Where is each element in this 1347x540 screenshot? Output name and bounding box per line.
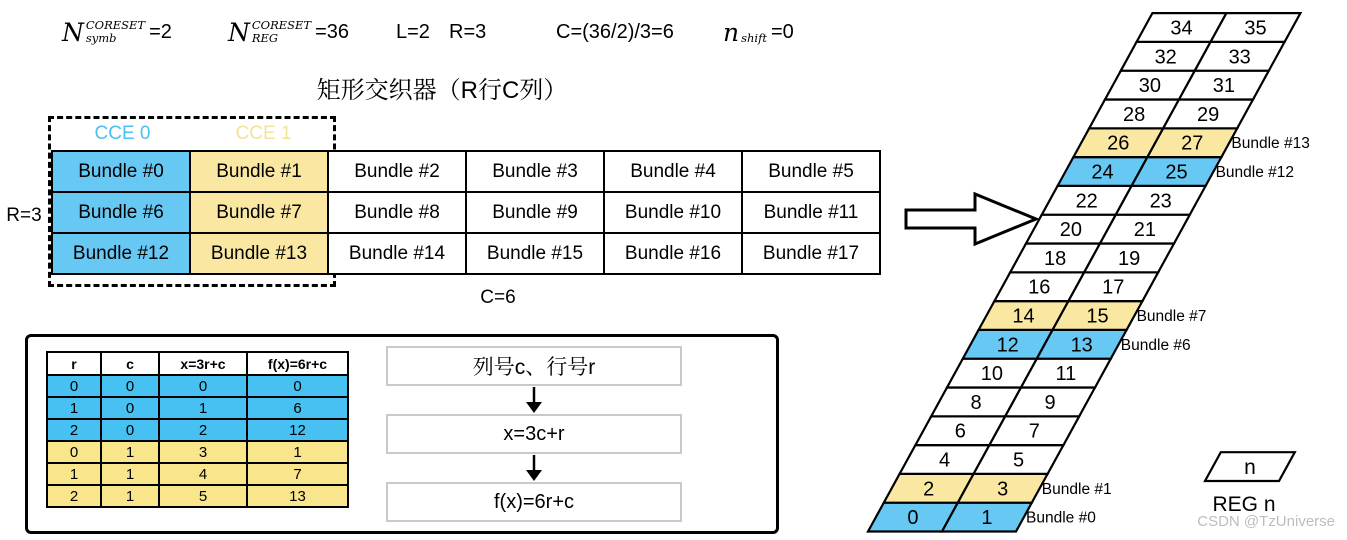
rc-mapping-table bbox=[46, 351, 349, 508]
reg-number: 24 bbox=[1091, 161, 1114, 184]
reg-number: 12 bbox=[996, 334, 1019, 357]
watermark-text: CSDN @TzUniverse bbox=[1197, 513, 1335, 530]
down-arrow-icon bbox=[522, 455, 546, 481]
bundle-label: Bundle #0 bbox=[1026, 509, 1096, 527]
formula-n-reg-coreset bbox=[228, 14, 349, 50]
mapping-value-cell: 1 bbox=[101, 441, 159, 463]
reg-number: 27 bbox=[1181, 132, 1204, 155]
mapping-header-cell: f(x)=6r+c bbox=[247, 352, 348, 375]
mapping-value-cell: 2 bbox=[47, 419, 101, 441]
flow-step-3: f(x)=6r+c bbox=[386, 482, 682, 522]
formula-C bbox=[556, 14, 674, 50]
formula-part: N bbox=[62, 17, 84, 47]
mapping-value-cell: 5 bbox=[159, 485, 247, 507]
reg-number: 28 bbox=[1122, 103, 1146, 126]
bundle-cell: Bundle #4 bbox=[604, 151, 742, 192]
bundle-cell: Bundle #15 bbox=[466, 233, 604, 274]
formula-part: =2 bbox=[149, 20, 172, 43]
mapping-value-cell: 1 bbox=[101, 485, 159, 507]
reg-number: 29 bbox=[1196, 103, 1220, 126]
reg-number: 25 bbox=[1165, 161, 1188, 184]
mapping-header-cell: r bbox=[47, 352, 101, 375]
reg-number: 22 bbox=[1075, 190, 1098, 213]
reg-number: 11 bbox=[1055, 363, 1077, 386]
formula-n-symb-coreset bbox=[62, 14, 172, 50]
bundle-cell: Bundle #0 bbox=[52, 151, 190, 192]
reg-number: 31 bbox=[1212, 75, 1236, 98]
bundle-cell: Bundle #17 bbox=[742, 233, 880, 274]
reg-number: 35 bbox=[1244, 17, 1267, 40]
bundle-cell: Bundle #6 bbox=[52, 192, 190, 233]
down-arrow-icon bbox=[522, 387, 546, 413]
bundle-cell: Bundle #8 bbox=[328, 192, 466, 233]
row-count-label: R=3 bbox=[6, 205, 42, 226]
reg-number: 0 bbox=[907, 507, 919, 530]
flow-step-2: x=3c+r bbox=[386, 414, 682, 454]
formula-part: n bbox=[723, 17, 740, 47]
interleaver-matrix-table bbox=[51, 150, 881, 275]
reg-number: 1 bbox=[981, 507, 993, 530]
mapping-value-cell: 2 bbox=[159, 419, 247, 441]
mapping-value-cell: 7 bbox=[247, 463, 348, 485]
formula-text: L=2 bbox=[396, 20, 430, 43]
reg-number: 32 bbox=[1154, 46, 1177, 69]
bundle-label: Bundle #6 bbox=[1120, 336, 1191, 354]
reg-slanted-grid bbox=[848, 0, 1347, 540]
reg-number: 21 bbox=[1133, 219, 1157, 242]
reg-number: 14 bbox=[1012, 305, 1035, 328]
reg-number: 7 bbox=[1028, 420, 1040, 443]
cce1-label: CCE 1 bbox=[235, 123, 292, 144]
bundle-label: Bundle #13 bbox=[1231, 135, 1310, 153]
mapping-value-cell: 0 bbox=[47, 441, 101, 463]
reg-number: 34 bbox=[1170, 17, 1193, 40]
mapping-value-cell: 1 bbox=[247, 441, 348, 463]
formula-text: C=(36/2)/3=6 bbox=[556, 20, 674, 43]
formula-text: R=3 bbox=[449, 20, 487, 43]
formula-part: shift bbox=[741, 31, 767, 45]
mapping-header-cell: c bbox=[101, 352, 159, 375]
flow-step-1: 列号c、行号r bbox=[386, 346, 682, 386]
mapping-value-cell: 2 bbox=[47, 485, 101, 507]
reg-number: 19 bbox=[1117, 247, 1141, 270]
reg-number: 17 bbox=[1102, 276, 1125, 299]
bundle-cell: Bundle #3 bbox=[466, 151, 604, 192]
mapping-value-cell: 13 bbox=[247, 485, 348, 507]
bundle-cell: Bundle #12 bbox=[52, 233, 190, 274]
mapping-value-cell: 1 bbox=[47, 463, 101, 485]
mapping-value-cell: 6 bbox=[247, 397, 348, 419]
reg-number: 2 bbox=[923, 478, 935, 501]
reg-number: 33 bbox=[1228, 46, 1251, 69]
mapping-value-cell: 1 bbox=[47, 397, 101, 419]
mapping-value-cell: 12 bbox=[247, 419, 348, 441]
mapping-value-cell: 0 bbox=[101, 419, 159, 441]
page-title: 矩形交织器（R行C列） bbox=[316, 77, 568, 104]
reg-number: 5 bbox=[1012, 449, 1025, 472]
bundle-cell: Bundle #1 bbox=[190, 151, 328, 192]
bundle-label: Bundle #7 bbox=[1136, 308, 1207, 325]
bundle-cell: Bundle #2 bbox=[328, 151, 466, 192]
formula-R bbox=[449, 14, 486, 50]
formula-part: N bbox=[228, 17, 250, 47]
legend-cell-label: n bbox=[1244, 456, 1256, 479]
mapping-value-cell: 4 bbox=[159, 463, 247, 485]
reg-number: 10 bbox=[980, 363, 1004, 386]
legend-caption: REG n bbox=[1212, 493, 1276, 516]
reg-number: 13 bbox=[1070, 334, 1093, 357]
reg-number: 18 bbox=[1043, 247, 1067, 270]
bundle-cell: Bundle #9 bbox=[466, 192, 604, 233]
mapping-value-cell: 0 bbox=[101, 375, 159, 397]
bundle-cell: Bundle #13 bbox=[190, 233, 328, 274]
formula-part: =0 bbox=[770, 20, 794, 43]
mapping-value-cell: 1 bbox=[159, 397, 247, 419]
mapping-value-cell: 1 bbox=[101, 463, 159, 485]
bundle-cell: Bundle #10 bbox=[604, 192, 742, 233]
mapping-value-cell: 0 bbox=[101, 397, 159, 419]
bundle-cell: Bundle #16 bbox=[604, 233, 742, 274]
bundle-cell: Bundle #7 bbox=[190, 192, 328, 233]
bundle-cell: Bundle #5 bbox=[742, 151, 880, 192]
reg-number: 23 bbox=[1149, 190, 1172, 213]
mapping-value-cell: 0 bbox=[47, 375, 101, 397]
column-count-label: C=6 bbox=[480, 287, 516, 308]
reg-number: 4 bbox=[938, 449, 951, 472]
bundle-label: Bundle #1 bbox=[1041, 480, 1112, 498]
bundle-cell: Bundle #14 bbox=[328, 233, 466, 274]
formula-part: CORESET symb bbox=[85, 17, 146, 45]
formula-part: =36 bbox=[315, 20, 350, 43]
bundle-label: Bundle #12 bbox=[1215, 164, 1295, 181]
formula-part: CORESET REG bbox=[251, 17, 312, 45]
mapping-header-cell: x=3r+c bbox=[159, 352, 247, 375]
cce0-label: CCE 0 bbox=[94, 123, 151, 144]
reg-number: 26 bbox=[1107, 132, 1130, 155]
reg-number: 30 bbox=[1138, 75, 1162, 98]
mapping-value-cell: 0 bbox=[159, 375, 247, 397]
reg-number: 3 bbox=[997, 478, 1009, 501]
reg-number: 16 bbox=[1028, 276, 1051, 299]
formula-L bbox=[396, 14, 430, 50]
reg-number: 20 bbox=[1059, 219, 1083, 242]
formula-n-shift bbox=[723, 14, 794, 50]
reg-number: 8 bbox=[970, 391, 982, 414]
bundle-cell: Bundle #11 bbox=[742, 192, 880, 233]
reg-number: 15 bbox=[1086, 305, 1109, 328]
reg-number: 9 bbox=[1044, 391, 1056, 414]
mapping-value-cell: 0 bbox=[247, 375, 348, 397]
mapping-value-cell: 3 bbox=[159, 441, 247, 463]
reg-number: 6 bbox=[954, 420, 966, 443]
